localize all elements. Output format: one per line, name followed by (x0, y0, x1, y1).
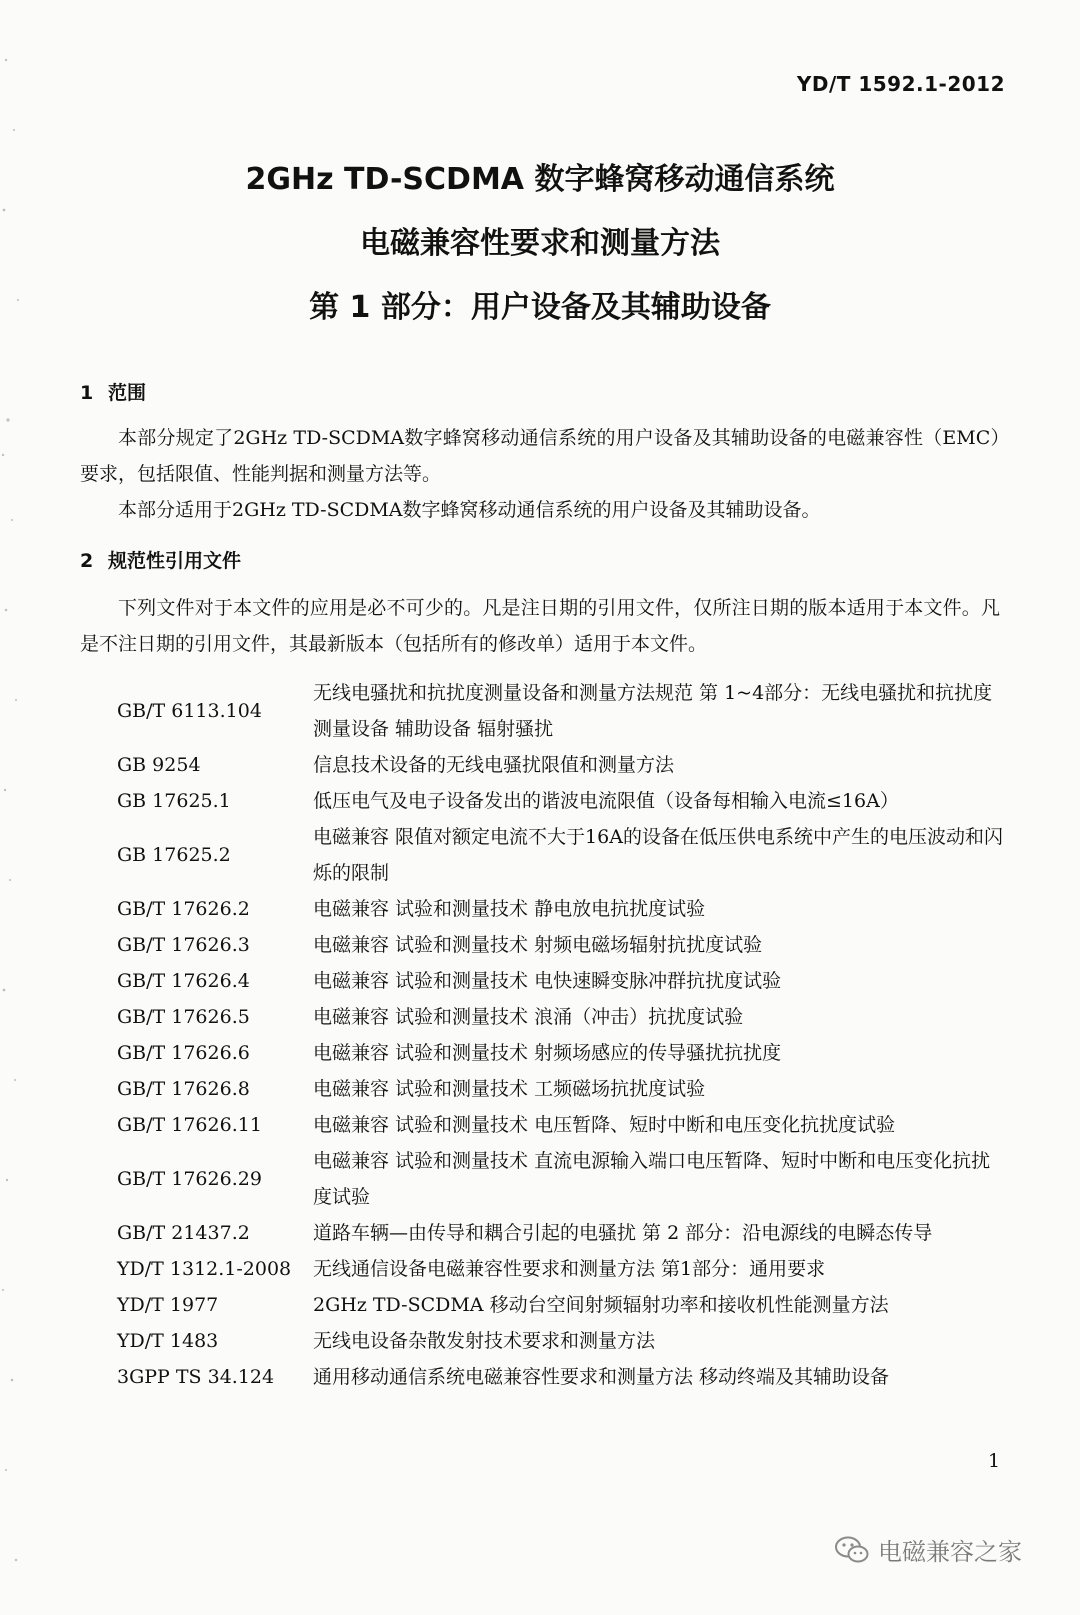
reference-item (117, 1251, 1007, 1287)
standard-code: YD/T 1592.1-2012 (796, 72, 1005, 96)
reference-list (117, 675, 1007, 1395)
reference-title: 电磁兼容 试验和测量技术 射频电磁场辐射抗扰度试验 (313, 934, 763, 956)
reference-code: GB 17625.2 (117, 844, 231, 866)
reference-title: 道路车辆—由传导和耦合引起的电骚扰 第 2 部分：沿电源线的电瞬态传导 (313, 1222, 933, 1244)
reference-title: 2GHz TD-SCDMA 移动台空间射频辐射功率和接收机性能测量方法 (313, 1294, 889, 1316)
reference-item (117, 1143, 1007, 1215)
wechat-icon (834, 1535, 870, 1565)
reference-code: YD/T 1483 (117, 1330, 219, 1352)
reference-item (117, 1323, 1007, 1359)
section-heading-references (80, 546, 241, 573)
reference-item (117, 1071, 1007, 1107)
section-title: 规范性引用文件 (108, 550, 242, 572)
reference-code: GB/T 17626.11 (117, 1114, 262, 1136)
reference-title: 无线通信设备电磁兼容性要求和测量方法 第1部分：通用要求 (313, 1258, 826, 1280)
scope-paragraph-2: 本部分适用于2GHz TD-SCDMA数字蜂窝移动通信系统的用户设备及其辅助设备。 (118, 499, 821, 521)
reference-title: 电磁兼容 试验和测量技术 直流电源输入端口电压暂降、短时中断和电压变化抗扰度试验 (313, 1150, 991, 1208)
reference-code: YD/T 1312.1-2008 (117, 1258, 292, 1280)
reference-item (117, 1215, 1007, 1251)
reference-item (117, 1359, 1007, 1395)
reference-item (117, 999, 1007, 1035)
reference-title: 电磁兼容 试验和测量技术 静电放电抗扰度试验 (313, 898, 706, 920)
title-line-1: 2GHz TD-SCDMA 数字蜂窝移动通信系统 (245, 162, 835, 197)
reference-code: GB/T 17626.3 (117, 934, 250, 956)
reference-code: GB/T 6113.104 (117, 700, 262, 722)
section-number: 1 (80, 382, 94, 404)
watermark-text: 电磁兼容之家 (878, 1538, 1022, 1566)
reference-title: 电磁兼容 限值对额定电流不大于16A的设备在低压供电系统中产生的电压波动和闪烁的限制 (313, 826, 1003, 884)
reference-item (117, 891, 1007, 927)
reference-item (117, 1107, 1007, 1143)
reference-item (117, 963, 1007, 999)
reference-code: GB/T 21437.2 (117, 1222, 250, 1244)
reference-code: GB 9254 (117, 754, 201, 776)
reference-code: GB 17625.1 (117, 790, 231, 812)
reference-code: GB/T 17626.2 (117, 898, 250, 920)
scope-paragraph-1: 本部分规定了2GHz TD-SCDMA数字蜂窝移动通信系统的用户设备及其辅助设备的电磁兼容性（EMC）要求，包括限值、性能判据和测量方法等。 (80, 427, 1000, 485)
reference-item (117, 675, 1007, 747)
reference-title: 电磁兼容 试验和测量技术 电快速瞬变脉冲群抗扰度试验 (313, 970, 782, 992)
reference-code: GB/T 17626.29 (117, 1168, 262, 1190)
reference-title: 无线电骚扰和抗扰度测量设备和测量方法规范 第 1~4部分：无线电骚扰和抗扰度测量设备 辅助设备 辐射骚扰 (313, 682, 993, 740)
reference-item (117, 783, 1007, 819)
watermark (834, 1532, 1022, 1567)
reference-item (117, 747, 1007, 783)
reference-code: GB/T 17626.8 (117, 1078, 250, 1100)
title-line-2: 电磁兼容性要求和测量方法 (360, 226, 720, 261)
reference-code: GB/T 17626.6 (117, 1042, 250, 1064)
reference-item (117, 819, 1007, 891)
reference-title: 通用移动通信系统电磁兼容性要求和测量方法 移动终端及其辅助设备 (313, 1366, 890, 1388)
section-title: 范围 (108, 382, 147, 404)
reference-title: 无线电设备杂散发射技术要求和测量方法 (313, 1330, 656, 1352)
title-line-3: 第 1 部分：用户设备及其辅助设备 (309, 290, 771, 325)
section-number: 2 (80, 550, 94, 572)
reference-title: 电磁兼容 试验和测量技术 电压暂降、短时中断和电压变化抗扰度试验 (313, 1114, 896, 1136)
reference-item (117, 1035, 1007, 1071)
reference-code: GB/T 17626.4 (117, 970, 250, 992)
reference-item (117, 1287, 1007, 1323)
reference-code: YD/T 1977 (117, 1294, 219, 1316)
reference-title: 电磁兼容 试验和测量技术 射频场感应的传导骚扰抗扰度 (313, 1042, 782, 1064)
reference-code: 3GPP TS 34.124 (117, 1366, 275, 1388)
reference-title: 电磁兼容 试验和测量技术 工频磁场抗扰度试验 (313, 1078, 706, 1100)
reference-code: GB/T 17626.5 (117, 1006, 250, 1028)
reference-title: 低压电气及电子设备发出的谐波电流限值（设备每相输入电流≤16A） (313, 790, 899, 812)
reference-item (117, 927, 1007, 963)
document-title (0, 148, 1080, 340)
reference-title: 电磁兼容 试验和测量技术 浪涌（冲击）抗扰度试验 (313, 1006, 744, 1028)
page-number: 1 (988, 1450, 1001, 1472)
section-heading-scope (80, 378, 146, 405)
reference-title: 信息技术设备的无线电骚扰限值和测量方法 (313, 754, 675, 776)
references-intro: 下列文件对于本文件的应用是必不可少的。凡是注日期的引用文件，仅所注日期的版本适用于本文件。凡是不注日期的引用文件，其最新版本（包括所有的修改单）适用于本文件。 (80, 597, 1000, 655)
